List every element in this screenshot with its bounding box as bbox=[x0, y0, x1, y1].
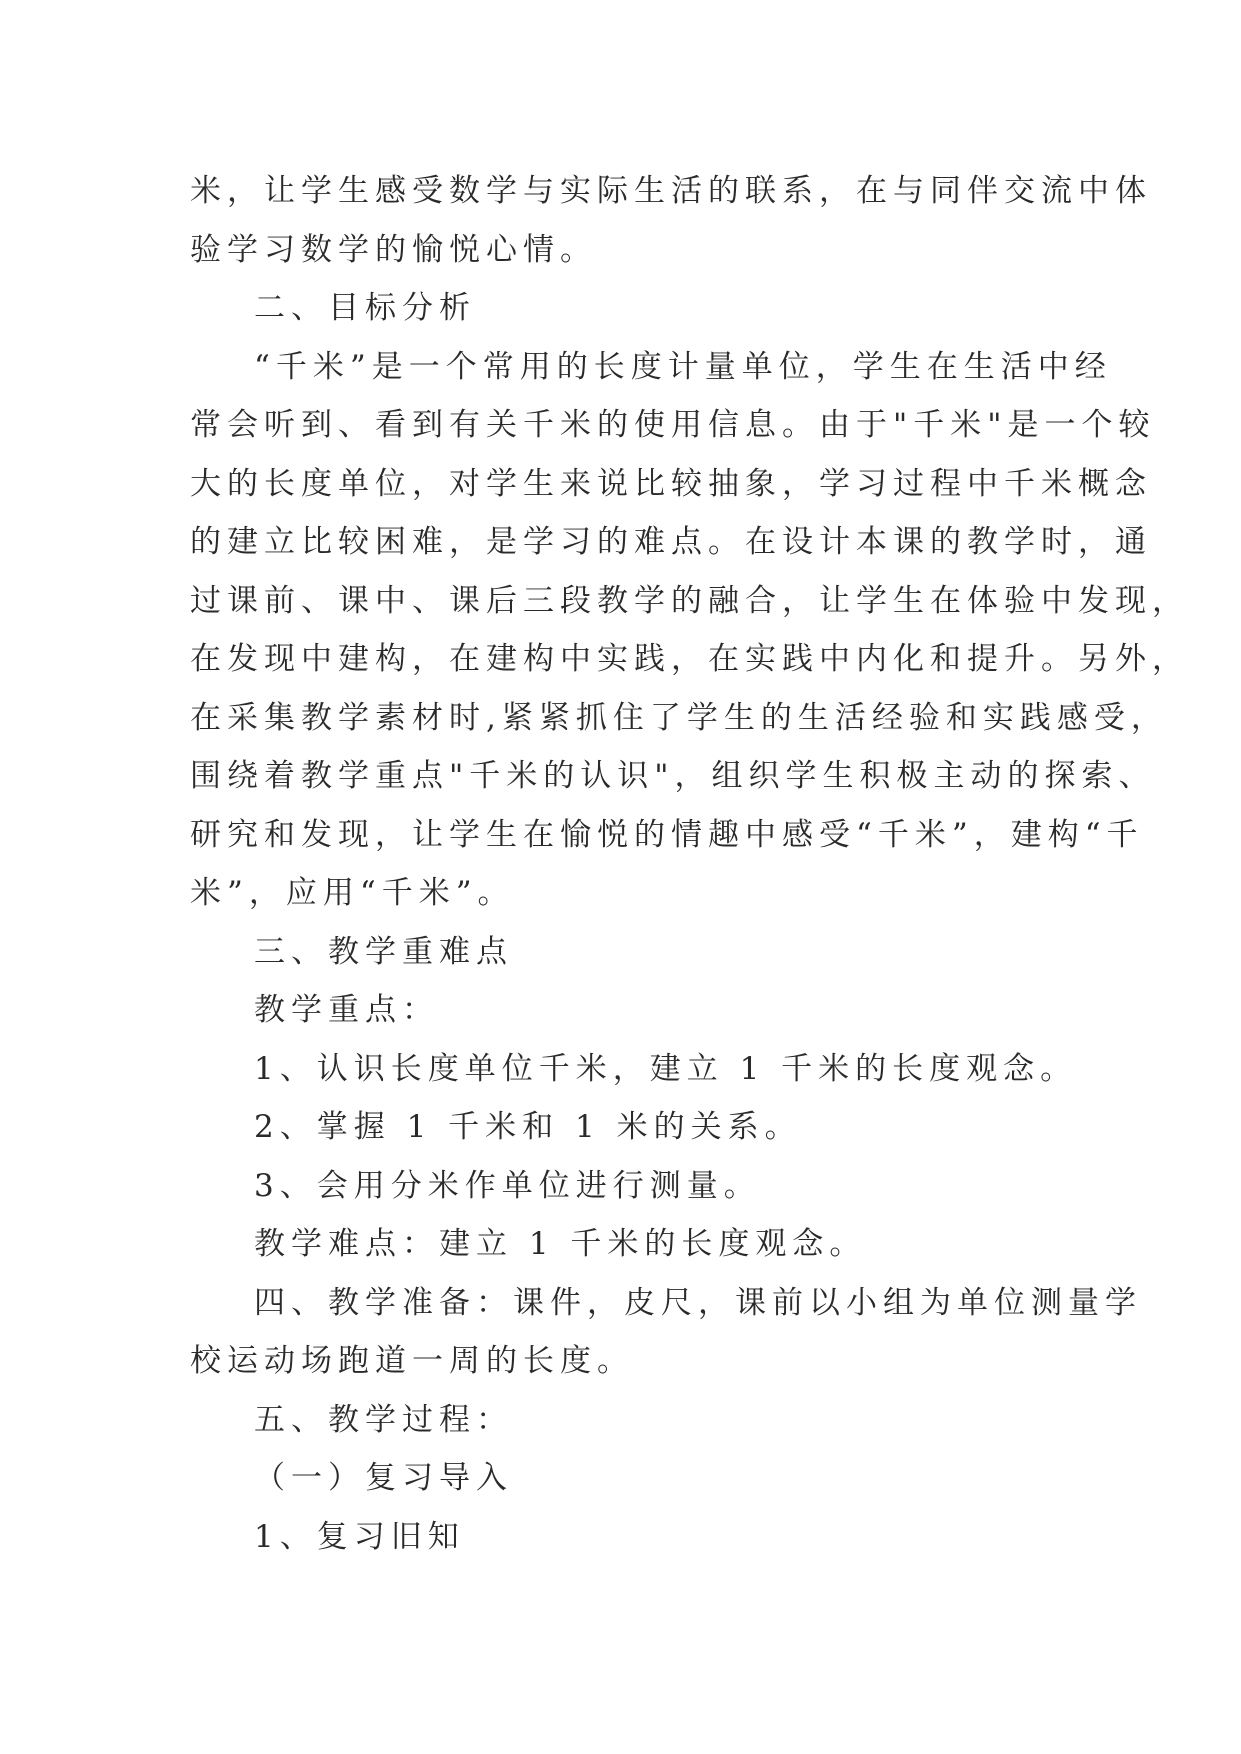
text-line: 过课前、课中、课后三段教学的融合，让学生在体验中发现， bbox=[190, 582, 1189, 619]
list-item: 1、复习旧知 bbox=[254, 1518, 465, 1555]
list-item: 1、认识长度单位千米，建立 1 千米的长度观念。 bbox=[254, 1050, 1078, 1087]
text-line: 的建立比较困难，是学习的难点。在设计本课的教学时，通 bbox=[190, 524, 1152, 560]
text-line: 在采集教学素材时,紧紧抓住了学生的生活经验和实践感受， bbox=[190, 699, 1168, 736]
text-line: 校运动场跑道一周的长度。 bbox=[190, 1343, 634, 1379]
text-line: “千米”是一个常用的长度计量单位，学生在生活中经 bbox=[254, 348, 1112, 385]
body-text bbox=[190, 162, 1189, 1566]
list-item: 3、会用分米作单位进行测量。 bbox=[254, 1167, 761, 1204]
subheading: 教学重点： bbox=[254, 992, 439, 1028]
text-line: 常会听到、看到有关千米的使用信息。由于"千米"是一个较 bbox=[190, 407, 1156, 443]
text-line: 在发现中建构，在建构中实践，在实践中内化和提升。另外， bbox=[190, 641, 1189, 677]
text-line: 围绕着教学重点"千米的认识"，组织学生积极主动的探索、 bbox=[190, 758, 1156, 794]
text-line: 大的长度单位，对学生来说比较抽象，学习过程中千米概念 bbox=[190, 465, 1152, 502]
text-line: 米，让学生感受数学与实际生活的联系，在与同伴交流中体 bbox=[190, 173, 1152, 209]
text-line: 研究和发现，让学生在愉悦的情趣中感受“千米”，建构“千 bbox=[190, 816, 1144, 853]
section-heading: 二、目标分析 bbox=[254, 290, 476, 326]
text-line: 米”，应用“千米”。 bbox=[190, 875, 515, 911]
subheading: （一）复习导入 bbox=[254, 1460, 513, 1496]
list-item: 2、掌握 1 千米和 1 米的关系。 bbox=[254, 1109, 802, 1145]
section-heading: 三、教学重难点 bbox=[254, 933, 513, 970]
section-heading: 五、教学过程： bbox=[254, 1401, 513, 1438]
text-line: 验学习数学的愉悦心情。 bbox=[190, 231, 597, 268]
section-heading: 四、教学准备：课件，皮尺，课前以小组为单位测量学 bbox=[254, 1284, 1142, 1321]
text-line: 教学难点：建立 1 千米的长度观念。 bbox=[254, 1226, 867, 1262]
